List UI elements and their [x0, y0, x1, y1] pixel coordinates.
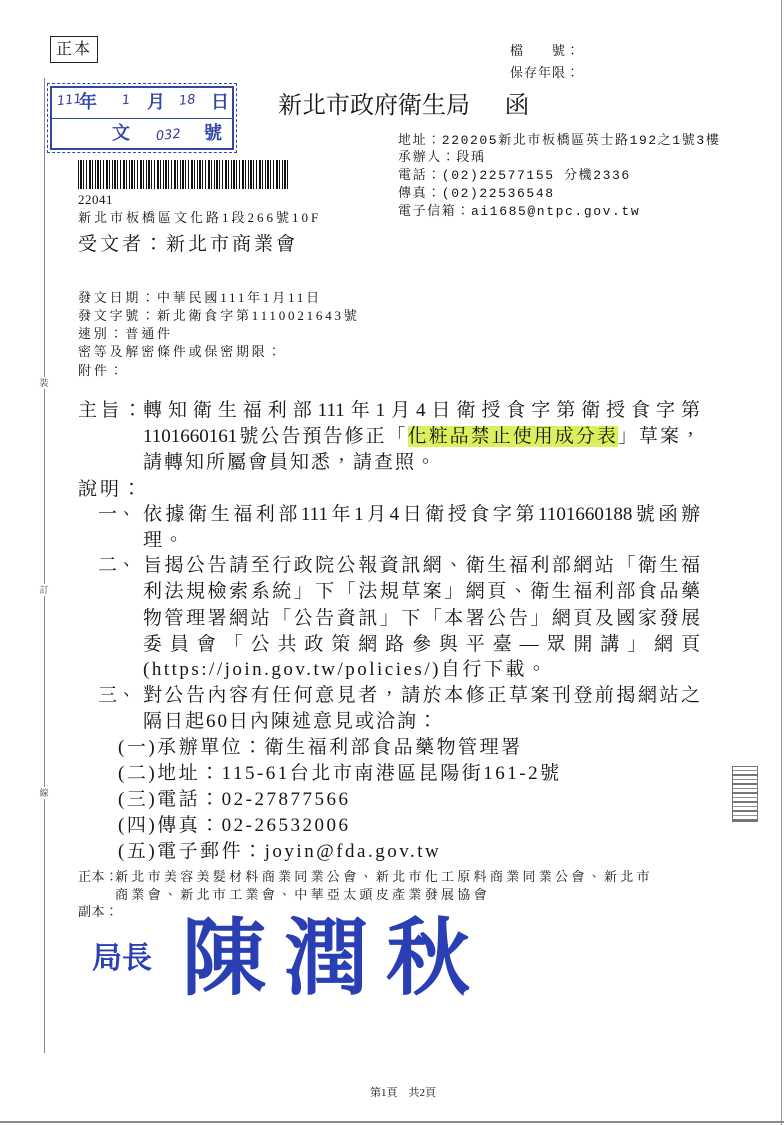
sub-item	[118, 815, 350, 837]
agency-email: 電子信箱：ai1685@ntpc.gov.tw	[398, 204, 641, 219]
stamp-day-label: 日	[211, 92, 229, 112]
item-line-url: (https://join.gov.tw/policies/)自行下載。	[143, 659, 549, 680]
attachment: 附件：	[78, 363, 126, 378]
stamp-divider	[52, 118, 232, 119]
sub-item-number: (四)	[118, 815, 158, 836]
item-line: 旨揭公告請至行政院公報資訊網、衛生福利部網站「衛生福	[143, 555, 700, 576]
original-recipients-line: 新北市美容美髮材料商業同業公會、新北市化工原料商業同業公會、新北市	[115, 869, 653, 884]
original-recipients-label: 正本：	[78, 869, 119, 884]
subject-label: 主旨：	[78, 400, 142, 421]
agency-phone: 電話：(02)22577155 分機2336	[398, 168, 631, 183]
classification: 密等及解密條件或保密期限：	[78, 344, 284, 359]
sub-item-text: 電子郵件：joyin@fda.gov.tw	[157, 841, 442, 862]
sub-item-text: 承辦單位：衛生福利部食品藥物管理署	[157, 737, 523, 758]
sub-item	[118, 789, 350, 811]
stamp-doc-number-handwritten: 032	[155, 126, 182, 145]
copy-label: 正本	[50, 36, 98, 63]
document-number: 發文字號：新北衛食字第1110021643號	[78, 308, 360, 323]
barcode	[78, 160, 288, 189]
stamp-year-handwritten: 111	[56, 91, 83, 110]
retention-period-label: 保存年限：	[510, 65, 581, 80]
binding-mark: 訂	[39, 585, 49, 595]
stamp-number-label: 號	[204, 123, 222, 143]
subject-text: 1101660161號公告預告修正「	[143, 426, 408, 447]
received-date-stamp	[50, 86, 234, 150]
page-edge-bottom	[0, 1121, 784, 1123]
page-edge-right	[781, 0, 782, 1125]
urgency: 速別：普通件	[78, 326, 173, 341]
item-line: 利法規檢索系統」下「法規草案」網頁、衛生福利部食品藥	[143, 581, 700, 602]
stamp-doc-label: 文	[112, 123, 130, 143]
item-line: 委員會「公共政策網路參與平臺—眾開講」網頁	[143, 634, 700, 655]
item-line: 物管理署網站「公告資訊」下「本署公告」網頁及國家發展	[143, 608, 700, 629]
item-line: 隔日起60日內陳述意見或洽詢：	[143, 711, 440, 732]
stamp-month-handwritten: 1	[121, 92, 131, 109]
side-registration-stamp	[732, 766, 758, 822]
agency-address: 地址：220205新北市板橋區英士路192之1號3樓	[398, 133, 721, 148]
recipient-address: 新北市板橋區文化路1段266號10F	[78, 210, 322, 225]
sub-item-number: (五)	[118, 841, 158, 862]
subject-line: 轉知衛生福利部111年1月4日衛授食字第衛授食字第	[143, 400, 700, 421]
sub-item-number: (一)	[118, 737, 158, 758]
agency-title: 新北市政府衛生局	[278, 93, 470, 119]
page-number: 第1頁 共2頁	[370, 1087, 436, 1099]
sub-item-number: (三)	[118, 789, 158, 810]
item-number: 一、	[98, 504, 137, 525]
agency-fax: 傳真：(02)22536548	[398, 186, 555, 201]
original-recipients-line: 商業會、新北市工業會、中華亞太頭皮產業發展協會	[115, 887, 490, 902]
agency-handler: 承辦人：段瑀	[398, 150, 486, 165]
file-number-label: 檔 號：	[510, 43, 581, 58]
sub-item-text: 傳真：02-26532006	[157, 815, 351, 836]
item-line: 理。	[143, 530, 186, 551]
highlighted-text: 化粧品禁止使用成分表	[407, 426, 618, 447]
sub-item-text: 電話：02-27877566	[157, 789, 351, 810]
document-type: 函	[505, 93, 529, 119]
stamp-day-handwritten: 18	[178, 92, 197, 109]
binding-mark: 線	[39, 788, 49, 798]
sub-item	[118, 841, 441, 863]
explanation-label: 說明：	[78, 479, 145, 500]
sub-item	[118, 763, 562, 785]
sub-item-number: (二)	[118, 763, 158, 784]
stamp-year-label: 年	[79, 92, 97, 112]
copy-recipients-label: 副本：	[78, 904, 119, 919]
sub-item-text: 地址：115-61台北市南港區昆陽街161-2號	[157, 763, 562, 784]
binding-margin-line	[44, 78, 45, 1053]
subject-line: 請轉知所屬會員知悉，請查照。	[143, 452, 438, 473]
signature-name-seal: 陳潤秋	[182, 913, 489, 1006]
binding-mark: 裝	[39, 378, 49, 388]
stamp-month-label: 月	[147, 92, 165, 112]
item-number: 三、	[98, 685, 137, 706]
subject-text: 」草案，	[617, 426, 700, 447]
subject-line	[143, 426, 700, 448]
addressee: 受文者：新北市商業會	[78, 234, 299, 255]
recipient-postal-code: 22041	[78, 192, 113, 207]
item-line: 對公告內容有任何意見者，請於本修正草案刊登前揭網站之	[143, 685, 700, 706]
issue-date: 發文日期：中華民國111年1月11日	[78, 290, 322, 305]
item-line: 依據衛生福利部111年1月4日衛授食字第1101660188號函辦	[143, 504, 700, 525]
sub-item	[118, 737, 523, 759]
signature-title: 局長	[92, 942, 152, 975]
item-number: 二、	[98, 555, 137, 576]
